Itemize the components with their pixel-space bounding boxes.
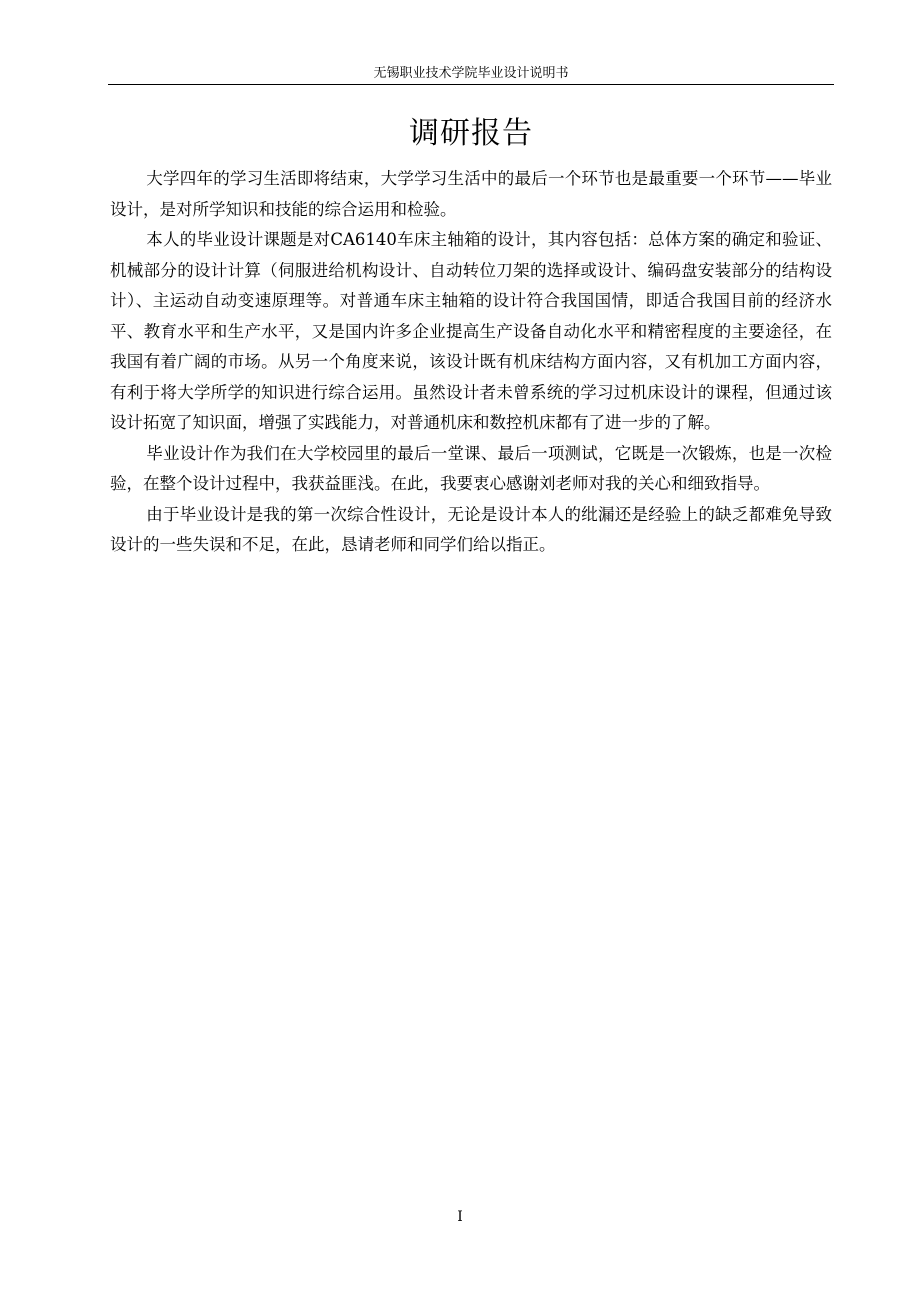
paragraph-2: 本人的毕业设计课题是对CA6140车床主轴箱的设计，其内容包括：总体方案的确定和验证、机械部分的设计计算（伺服进给机构设计、自动转位刀架的选择或设计、编码盘安装部分的结构设计）、主运动自动变速原理等。对普通车床主轴箱的设计符合我国国情，即适合我国目前的经济水平、教育水平和生产水平，又是国内许多企业提高生产设备自动化水平和精密程度的主要途径，在我国有着广阔的市场。从另一个角度来说，该设计既有机床结构方面内容，又有机加工方面内容，有利于将大学所学的知识进行综合运用。虽然设计者未曾系统的学习过机床设计的课程，但通过该设计拓宽了知识面，增强了实践能力，对普通机床和数控机床都有了进一步的了解。 [110,230,832,432]
paragraph-3: 毕业设计作为我们在大学校园里的最后一堂课、最后一项测试，它既是一次锻炼，也是一次检验，在整个设计过程中，我获益匪浅。在此，我要衷心感谢刘老师对我的关心和细致指导。 [110,443,832,493]
page-title: 调研报告 [409,116,533,151]
page-number: I [457,1209,463,1225]
paragraph-4: 由于毕业设计是我的第一次综合性设计，无论是设计本人的纰漏还是经验上的缺乏都难免导致设计的一些失误和不足，在此，恳请老师和同学们给以指正。 [110,504,832,554]
body-text [110,164,832,561]
header-divider [108,84,834,85]
running-header: 无锡职业技术学院毕业设计说明书 [373,66,569,81]
paragraph-1: 大学四年的学习生活即将结束，大学学习生活中的最后一个环节也是最重要一个环节——毕业设计，是对所学知识和技能的综合运用和检验。 [110,169,832,219]
